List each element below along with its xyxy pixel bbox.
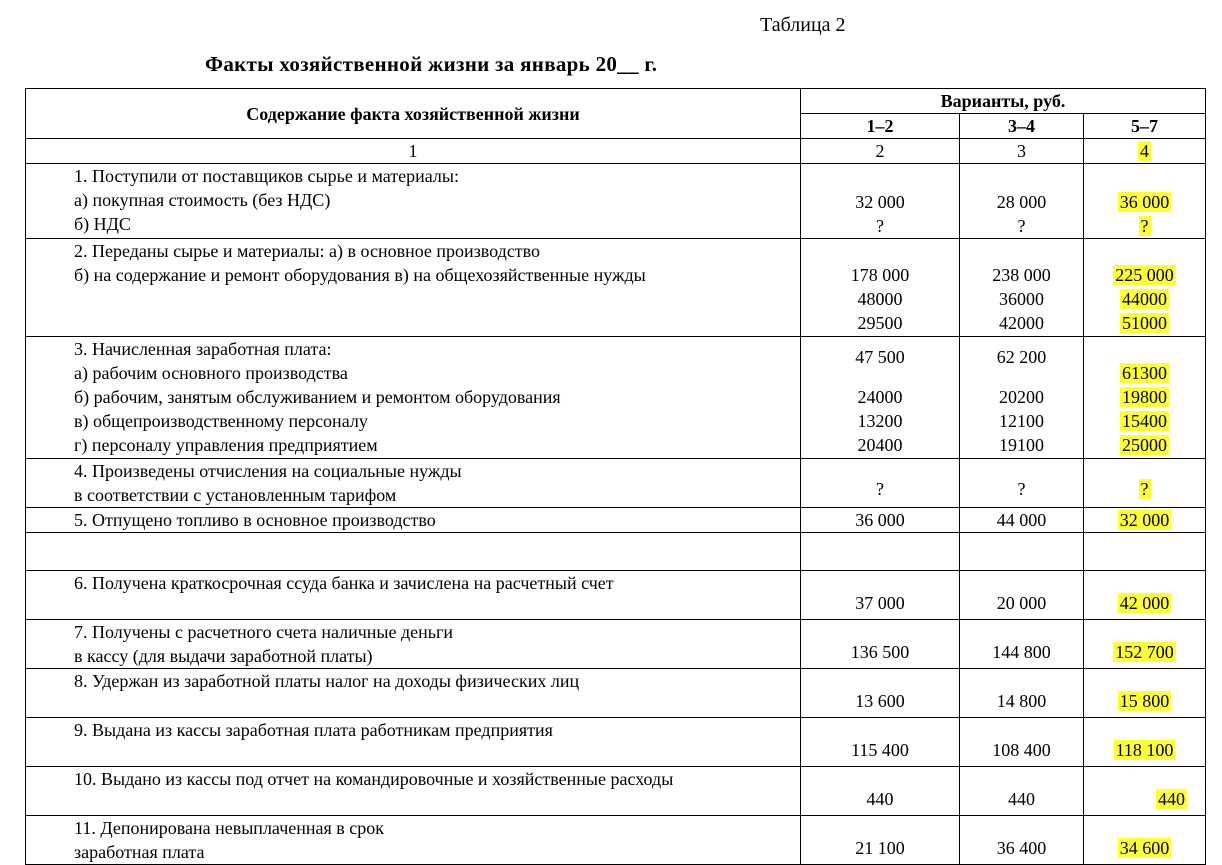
fact-description: [26, 337, 801, 459]
variant-2-cell: ?: [960, 459, 1084, 508]
fact-line: 4. Произведены отчисления на социальные нужды: [74, 461, 462, 481]
value: 12100: [999, 411, 1044, 431]
highlighted-value: 15 800: [1119, 691, 1170, 711]
value: 48000: [857, 289, 903, 309]
header-row: [26, 89, 1206, 114]
fact-description: 8. Удержан из заработной платы налог на доходы физических лиц: [26, 669, 801, 718]
variant-1-header: 1–2: [801, 114, 960, 139]
highlighted-value: ?: [1140, 216, 1149, 236]
fact-line: б) рабочим, занятым обслуживанием и ремонтом оборудования: [74, 387, 561, 407]
table-row: [26, 164, 1206, 239]
fact-line: а) покупная стоимость (без НДС): [74, 190, 331, 210]
column-number: [1084, 139, 1206, 164]
value: 47 500: [855, 347, 905, 367]
highlighted-value: 51000: [1122, 313, 1168, 333]
facts-table: [25, 88, 1206, 865]
value: 20200: [999, 387, 1044, 407]
variant-3-cell: [1084, 508, 1206, 533]
variants-header: Варианты, руб.: [801, 89, 1206, 114]
fact-description: [26, 239, 801, 337]
column-number-row: [26, 139, 1206, 164]
variant-2-cell: 44 000: [960, 508, 1084, 533]
fact-line: 3. Начисленная заработная плата:: [74, 339, 332, 359]
variant-2-header: 3–4: [960, 114, 1084, 139]
fact-line: 11. Депонирована невыплаченная в срок: [74, 818, 384, 838]
fact-description: 6. Получена краткосрочная ссуда банка и зачислена на расчетный счет: [26, 571, 801, 620]
variant-3-cell: [1084, 337, 1206, 459]
table-row: [26, 816, 1206, 865]
variant-2-cell: 440: [960, 767, 1084, 816]
table-row: [26, 620, 1206, 669]
highlighted-value: ?: [1140, 479, 1149, 499]
highlighted-value: 42 000: [1119, 593, 1170, 613]
variant-1-cell: 440: [801, 767, 960, 816]
variant-1-cell: [801, 239, 960, 337]
table-number: Таблица 2: [760, 14, 846, 36]
highlighted-value: 25000: [1122, 435, 1168, 455]
table-row: [26, 337, 1206, 459]
empty-cell: [960, 533, 1084, 571]
variant-3-cell: [1084, 816, 1206, 865]
variant-3-cell: [1084, 620, 1206, 669]
variant-3-cell: [1084, 669, 1206, 718]
variant-2-cell: 20 000: [960, 571, 1084, 620]
highlighted-value: 152 700: [1115, 642, 1174, 662]
fact-description: [26, 816, 801, 865]
fact-line: заработная плата: [74, 842, 205, 862]
fact-description: [26, 164, 801, 239]
fact-line: а) рабочим основного производства: [74, 363, 348, 383]
fact-line: в кассу (для выдачи заработной платы): [74, 646, 373, 666]
variant-3-cell: [1084, 718, 1206, 767]
variant-2-cell: 14 800: [960, 669, 1084, 718]
variant-3-cell: [1084, 767, 1206, 816]
highlighted-value: 32 000: [1119, 510, 1170, 530]
table-row: [26, 718, 1206, 767]
value: 13200: [857, 411, 903, 431]
empty-row: [26, 533, 1206, 571]
value: 42000: [999, 313, 1044, 333]
fact-line: 7. Получены с расчетного счета наличные деньги: [74, 622, 454, 642]
fact-line: б) на содержание и ремонт оборудования в) на общехозяйственные нужды: [74, 265, 646, 285]
value: 178 000: [850, 265, 910, 285]
fact-line: г) персоналу управления предприятием: [74, 435, 378, 455]
highlighted-value: 61300: [1122, 363, 1168, 383]
table-row: [26, 571, 1206, 620]
document-title: Факты хозяйственной жизни за январь 20__ г.: [205, 52, 658, 76]
highlighted-value: 36 000: [1119, 192, 1170, 212]
variant-1-cell: [801, 337, 960, 459]
table-row: [26, 767, 1206, 816]
value: 238 000: [992, 265, 1051, 285]
variant-1-cell: 115 400: [801, 718, 960, 767]
value: 32 000: [855, 192, 905, 212]
variant-1-cell: 13 600: [801, 669, 960, 718]
value: 24000: [857, 387, 903, 407]
highlighted-value: 118 100: [1115, 740, 1174, 760]
variant-1-cell: 136 500: [801, 620, 960, 669]
fact-description: [26, 459, 801, 508]
highlighted-value: 4: [1140, 141, 1150, 161]
value: ?: [1017, 216, 1026, 236]
variant-3-cell: [1084, 571, 1206, 620]
value: 62 200: [996, 347, 1047, 367]
variant-1-cell: ?: [801, 459, 960, 508]
table-row: [26, 669, 1206, 718]
variant-1-cell: 37 000: [801, 571, 960, 620]
value: 19100: [999, 435, 1044, 455]
variant-3-header: 5–7: [1084, 114, 1206, 139]
variant-3-cell: [1084, 164, 1206, 239]
variant-2-cell: [960, 239, 1084, 337]
variant-2-cell: 108 400: [960, 718, 1084, 767]
variant-3-cell: [1084, 459, 1206, 508]
variant-2-cell: [960, 164, 1084, 239]
column-number: 3: [960, 139, 1084, 164]
fact-description: 5. Отпущено топливо в основное производство: [26, 508, 801, 533]
fact-line: б) НДС: [74, 214, 131, 234]
highlighted-value: 34 600: [1119, 838, 1170, 858]
fact-line: в соответствии с установленным тарифом: [74, 485, 397, 505]
empty-cell: [801, 533, 960, 571]
highlighted-value: 19800: [1122, 387, 1168, 407]
content-header: Содержание факта хозяйственной жизни: [26, 89, 801, 139]
value: ?: [876, 216, 884, 236]
value: 36000: [999, 289, 1044, 309]
variant-2-cell: [960, 337, 1084, 459]
variant-2-cell: 144 800: [960, 620, 1084, 669]
table-row: [26, 239, 1206, 337]
table-row: [26, 508, 1206, 533]
table-row: [26, 459, 1206, 508]
fact-line: в) общепроизводственному персоналу: [74, 411, 368, 431]
highlighted-value: 44000: [1122, 289, 1168, 309]
highlighted-value: 440: [1158, 789, 1186, 809]
value: 29500: [857, 313, 903, 333]
value: 20400: [857, 435, 903, 455]
fact-description: [26, 620, 801, 669]
value: 28 000: [996, 192, 1047, 212]
column-number: 2: [801, 139, 960, 164]
highlighted-value: 15400: [1122, 411, 1168, 431]
fact-description: 10. Выдано из кассы под отчет на командировочные и хозяйственные расходы: [26, 767, 801, 816]
variant-1-cell: 36 000: [801, 508, 960, 533]
empty-cell: [1084, 533, 1206, 571]
variant-1-cell: 21 100: [801, 816, 960, 865]
variant-3-cell: [1084, 239, 1206, 337]
fact-line: 1. Поступили от поставщиков сырье и материалы:: [74, 166, 459, 186]
highlighted-value: 225 000: [1115, 265, 1174, 285]
variant-2-cell: 36 400: [960, 816, 1084, 865]
variant-1-cell: [801, 164, 960, 239]
fact-line: 2. Переданы сырье и материалы: а) в основное производство: [74, 241, 541, 261]
fact-description: 9. Выдана из кассы заработная плата работникам предприятия: [26, 718, 801, 767]
column-number: 1: [26, 139, 801, 164]
empty-cell: [26, 533, 801, 571]
